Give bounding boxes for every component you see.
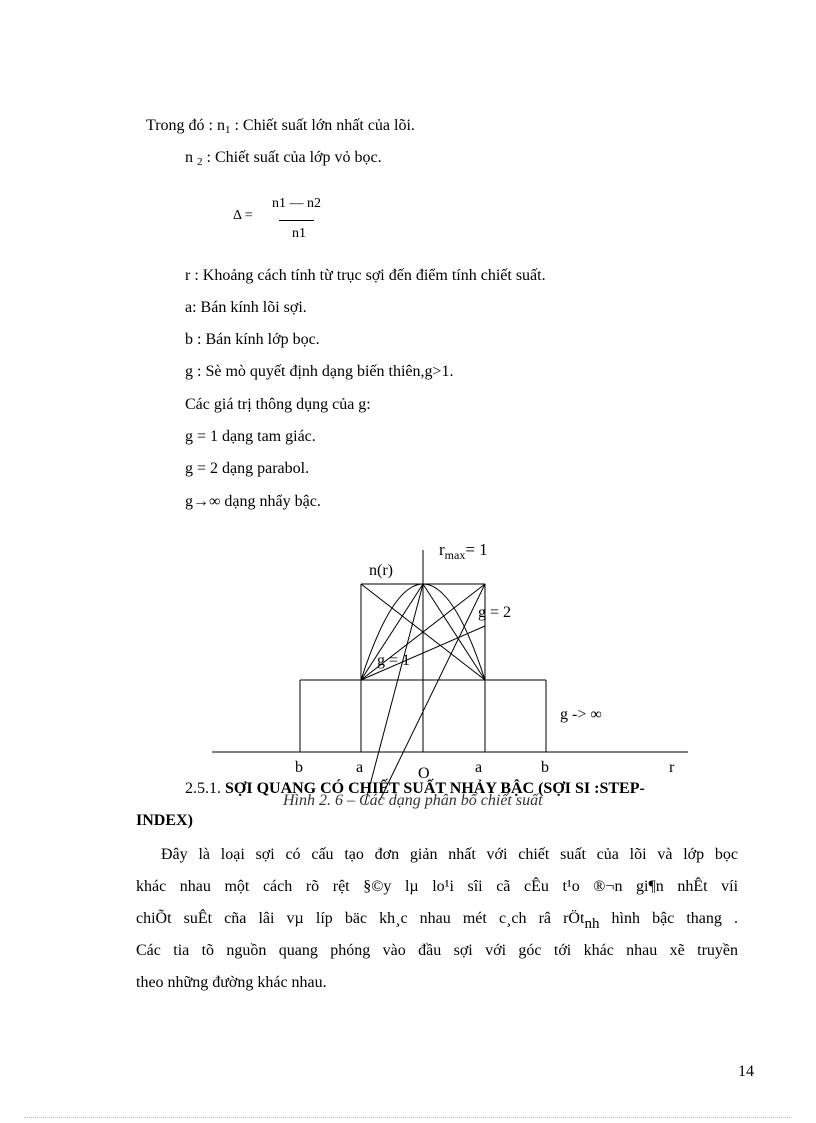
def-r: r : Khoảng cách tính từ trục sợi đến điểm tính chiết suất. bbox=[185, 267, 546, 284]
para-line-3 bbox=[136, 909, 738, 934]
tick-a-right: a bbox=[475, 759, 483, 776]
ray-2 bbox=[380, 584, 485, 800]
para-line-3a: chiÕt suÊt cña lâi vµ líp bäc kh¸c nhau mét c¸ch râ rÖt bbox=[136, 910, 585, 927]
def-n1-desc: : Chiết suất lớn nhất của lõi. bbox=[230, 117, 415, 134]
footer-dotted-rule bbox=[24, 1117, 792, 1118]
page-number: 14 bbox=[738, 1063, 754, 1080]
para-line-4: Các tia tõ nguồn quang phóng vào đầu sợi với góc tới khác nhau xẽ truyền bbox=[136, 942, 738, 959]
delta-symbol: Δ = bbox=[233, 208, 253, 223]
def-intro: Trong đó : n bbox=[146, 117, 225, 134]
def-g1: g = 1 dạng tam giác. bbox=[185, 428, 316, 445]
formula-numerator: n1 — n2 bbox=[272, 196, 321, 211]
parabola-curve bbox=[361, 584, 485, 680]
def-n2 bbox=[185, 148, 382, 172]
para-line-3-sub: nh bbox=[584, 916, 600, 932]
ginf-label: g -> ∞ bbox=[560, 706, 602, 723]
def-n2-desc: : Chiết suất của lớp vỏ bọc. bbox=[202, 149, 382, 166]
formula-denominator: n1 bbox=[292, 226, 306, 241]
triangle-left bbox=[361, 584, 423, 680]
tick-a-left: a bbox=[356, 759, 364, 776]
g1-label: g = 1 bbox=[377, 652, 411, 669]
section-heading bbox=[185, 779, 645, 799]
rmax-subscript: max bbox=[444, 548, 466, 562]
para-line-3b: hình bậc thang . bbox=[599, 910, 739, 927]
diagonal-3 bbox=[361, 626, 485, 680]
para-line-5: theo những đường khác nhau. bbox=[136, 974, 327, 991]
def-g2: g = 2 dạng parabol. bbox=[185, 460, 310, 477]
tick-b-right: b bbox=[541, 759, 549, 776]
def-n2-prefix: n bbox=[185, 149, 197, 166]
para-line-2a: khác nhau một cách rõ rệt bbox=[136, 878, 350, 895]
rmax-label bbox=[439, 540, 488, 562]
y-axis-label: n(r) bbox=[369, 562, 393, 579]
section-title-cont: INDEX) bbox=[136, 812, 193, 829]
r-axis-label: r bbox=[669, 759, 675, 776]
figure-caption: Hình 2. 6 – Các dạng phân bố chiết suất bbox=[283, 792, 543, 809]
rmax-value: = 1 bbox=[465, 540, 488, 559]
diagonal-1 bbox=[361, 584, 485, 680]
tick-origin: O bbox=[418, 765, 430, 782]
figure-lines bbox=[212, 550, 688, 804]
fraction-bar bbox=[279, 220, 314, 221]
def-n1 bbox=[146, 116, 415, 140]
def-g: g : Sè mò quyết định dạng biến thiên,g>1. bbox=[185, 363, 454, 380]
diagonal-2 bbox=[361, 584, 485, 680]
n1-subscript: 1 bbox=[224, 124, 231, 136]
def-ginf: g→∞ dạng nhẩy bậc. bbox=[185, 493, 321, 510]
ray-1 bbox=[365, 584, 423, 804]
section-title: SỢI QUANG CÓ CHIẾT SUẤT NHẢY BẬC (SỢI SI :STEP- bbox=[225, 780, 645, 797]
g2-label: g = 2 bbox=[478, 604, 512, 621]
para-line-2b: §©y lµ lo¹i sîi cã cÊu t¹o ®¬n gi¶n nhÊt víi bbox=[363, 878, 739, 895]
triangle-right bbox=[423, 584, 485, 680]
para-line-2 bbox=[136, 877, 738, 897]
def-b: b : Bán kính lớp bọc. bbox=[185, 331, 320, 348]
def-a: a: Bán kính lõi sợi. bbox=[185, 299, 307, 316]
def-common: Các giá trị thông dụng của g: bbox=[185, 396, 371, 413]
para-line-1: Đây là loại sợi có cấu tạo đơn giản nhất với chiết suất của lõi và lớp bọc bbox=[161, 846, 738, 863]
n2-subscript: 2 bbox=[197, 156, 203, 168]
tick-b-left: b bbox=[295, 759, 303, 776]
rmax-r: r bbox=[439, 540, 445, 559]
section-number: 2.5.1. bbox=[185, 780, 225, 797]
